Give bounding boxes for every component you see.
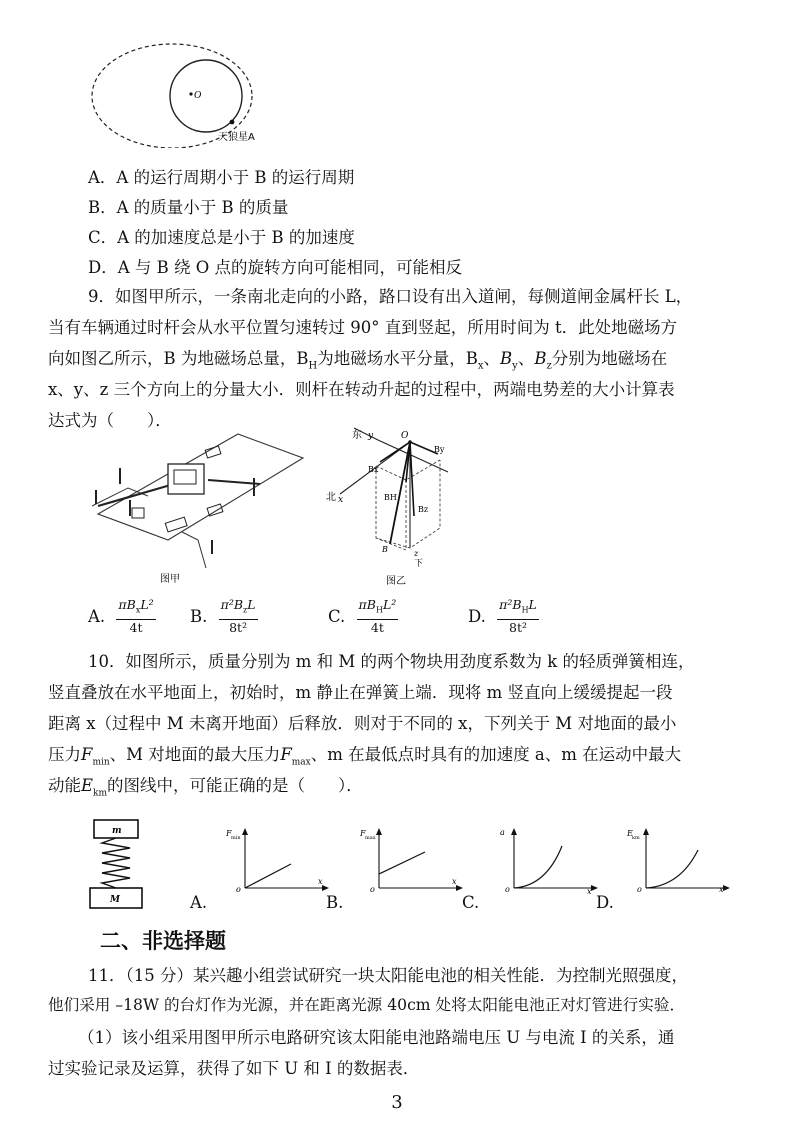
sirius-a-label: 天狼星A [218, 132, 255, 143]
road-marking-2 [165, 517, 187, 532]
q10-line-3: 距离 x（过程中 M 未离开地面）后释放．则对于不同的 x，下列关于 M 对地面的最小 [48, 714, 677, 733]
q9-line-3-head: 向如图乙所示，B 为地磁场总量，B [48, 349, 309, 368]
graph-a [225, 826, 331, 896]
q8-option-b: B．A 的质量小于 B 的质量 [88, 198, 289, 217]
magnetic-field-figure [310, 420, 470, 588]
graph-c-xlabel: x [587, 887, 592, 896]
q8-option-c: C．A 的加速度总是小于 B 的加速度 [88, 228, 355, 247]
q9-line-3: 向如图乙所示，B 为地磁场总量，$B_H$为地磁场水平分量，$B_x$、$B_y$、$B_z$分别为地磁场在 [48, 349, 668, 372]
east-label: 东 [352, 430, 362, 441]
q9-option-c: C. $\frac{\pi B_HL^2}{4t}$ [328, 597, 397, 635]
q10-line-2: 竖直叠放在水平地面上，初始时，m 静止在弹簧上端．现将 m 竖直向上缓缓提起一段 [48, 683, 673, 702]
q8-option-a: A．A 的运行周期小于 B 的运行周期 [88, 168, 355, 187]
graph-a-ysub: min [231, 835, 241, 841]
graph-a-curve [245, 864, 291, 888]
graph-d-origin: o [637, 885, 642, 894]
page-number: 3 [391, 1092, 403, 1113]
block-m-label: m [112, 826, 122, 836]
graph-b-x-arrow [456, 885, 463, 891]
graph-b-ylabel: F [360, 829, 366, 838]
q9-line-4: x、y、z 三个方向上的分量大小．则杆在转动升起的过程中，两端电势差的大小计算表 [48, 380, 675, 399]
fig-jia-caption: 图甲 [160, 574, 180, 585]
graph-a-ylabel: F [226, 829, 232, 838]
center-o-label: O [194, 90, 202, 101]
gate-arm-right [208, 480, 260, 484]
origin-dot [408, 440, 412, 444]
graph-c [494, 826, 600, 896]
star-a-dot [230, 120, 235, 125]
q10-line-4: 压力$F_{min}$、M 对地面的最大压力$F_{max}$、m 在最低点时具有的加速度 a、m 在运动中最大 [48, 745, 682, 768]
graph-a-option-label: A. [190, 893, 208, 912]
q11-line-4: 过实验记录及运算，获得了如下 U 和 I 的数据表． [48, 1059, 420, 1078]
down-label: 下 [414, 559, 424, 569]
graph-d-y-arrow [643, 828, 649, 835]
graph-b [359, 826, 465, 896]
graph-a-origin: o [236, 885, 241, 894]
q9-sub-y: y [512, 360, 518, 372]
q9-line-3-rest: 为地磁场水平分量，B [317, 349, 478, 368]
bz-vector [410, 442, 414, 516]
graph-d [626, 826, 732, 896]
q9-line-2: 当有车辆通过时杆会从水平位置匀速转过 90° 直到竖起，所用时间为 t．此处地磁场方 [48, 318, 678, 337]
bx-label: Bx [368, 465, 379, 474]
graph-a-x-arrow [322, 885, 329, 891]
north-label: 北 [326, 492, 336, 503]
barrier-block [132, 508, 144, 518]
graph-b-option-label: B. [326, 893, 344, 912]
b-label: B [382, 545, 388, 554]
graph-d-ylabel: E [627, 829, 633, 838]
graph-c-ylabel: a [500, 828, 505, 837]
q9-option-b: B. $\frac{\pi^2B_zL}{\text{8t²}}$ [190, 597, 256, 635]
q10-line-1: 10．如图所示，质量分别为 m 和 M 的两个物块用劲度系数为 k 的轻质弹簧相连， [88, 652, 695, 671]
fig-yi-caption: 图乙 [386, 576, 406, 587]
road-marking-3 [207, 504, 223, 516]
q9-option-a: A. $\frac{\pi B_xL^2}{4t}$ [88, 597, 154, 635]
q8-option-d: D．A 与 B 绕 O 点的旋转方向可能相同，可能相反 [88, 258, 463, 277]
gate-booth [168, 464, 204, 494]
graph-b-ysub: max [365, 835, 376, 841]
binary-star-orbit-figure [88, 38, 268, 148]
box-dashed-1 [376, 460, 440, 548]
graph-b-xlabel: x [452, 877, 457, 886]
graph-c-curve [514, 846, 562, 888]
q9-line-1: 9．如图甲所示，一条南北走向的小路，路口设有出入道闸，每侧道闸金属杆长 L， [88, 287, 693, 306]
center-point-dot [189, 92, 192, 95]
spring-blocks-figure [88, 816, 148, 912]
q9-sub-h: H [308, 360, 318, 372]
spring [102, 838, 130, 888]
q9-sub-x: x [477, 360, 484, 372]
q9-line-3-tail: 分别为地磁场在 [551, 349, 668, 368]
o-label: O [401, 431, 409, 441]
bh-label: BH [384, 493, 397, 502]
q9-sep-2: 、 [517, 349, 535, 368]
graph-c-origin: o [505, 885, 510, 894]
road-curve [182, 532, 206, 568]
graph-d-curve [646, 850, 698, 888]
x-label: x [338, 495, 344, 505]
bz-label: Bz [418, 505, 429, 514]
q9-option-d: D. $\frac{\pi^2B_HL}{\text{8t²}}$ [468, 597, 537, 635]
q10-line-5: 动能$E_{km}$的图线中，可能正确的是（ ）． [48, 776, 363, 799]
graph-a-xlabel: x [318, 877, 323, 886]
graph-b-y-arrow [376, 828, 382, 835]
graph-d-x-arrow [723, 885, 730, 891]
y-label: y [368, 431, 374, 441]
road-gate-figure [88, 428, 318, 588]
q11-line-2: 他们采用 –18W 的台灯作为光源，并在距离光源 40cm 处将太阳能电池正对灯管进行实验． [48, 996, 686, 1014]
graph-c-option-label: C. [462, 893, 480, 912]
q9-line-5: 达式为（ ）． [48, 411, 172, 430]
q11-line-3: （1）该小组采用图甲所示电路研究该太阳能电池路端电压 U 与电流 I 的关系，通 [78, 1028, 675, 1047]
graph-c-y-arrow [511, 828, 517, 835]
graph-c-x-arrow [591, 885, 598, 891]
graph-a-y-arrow [242, 828, 248, 835]
block-big-m-label: M [110, 895, 120, 905]
q9-sep-1: 、 [483, 349, 501, 368]
section-title: 二、非选择题 [100, 929, 226, 953]
graph-d-xlabel: x [719, 885, 724, 894]
graph-d-option-label: D. [596, 893, 614, 912]
graph-d-ysub: km [632, 835, 640, 841]
z-label: z [414, 549, 419, 558]
graph-b-curve [379, 852, 425, 874]
q11-line-1: 11．（15 分）某兴趣小组尝试研究一块太阳能电池的相关性能．为控制光照强度， [88, 966, 688, 985]
by-label: By [434, 445, 445, 454]
graph-b-origin: o [370, 885, 375, 894]
q9-sub-z: z [546, 360, 552, 372]
gate-arm-left [98, 484, 174, 506]
